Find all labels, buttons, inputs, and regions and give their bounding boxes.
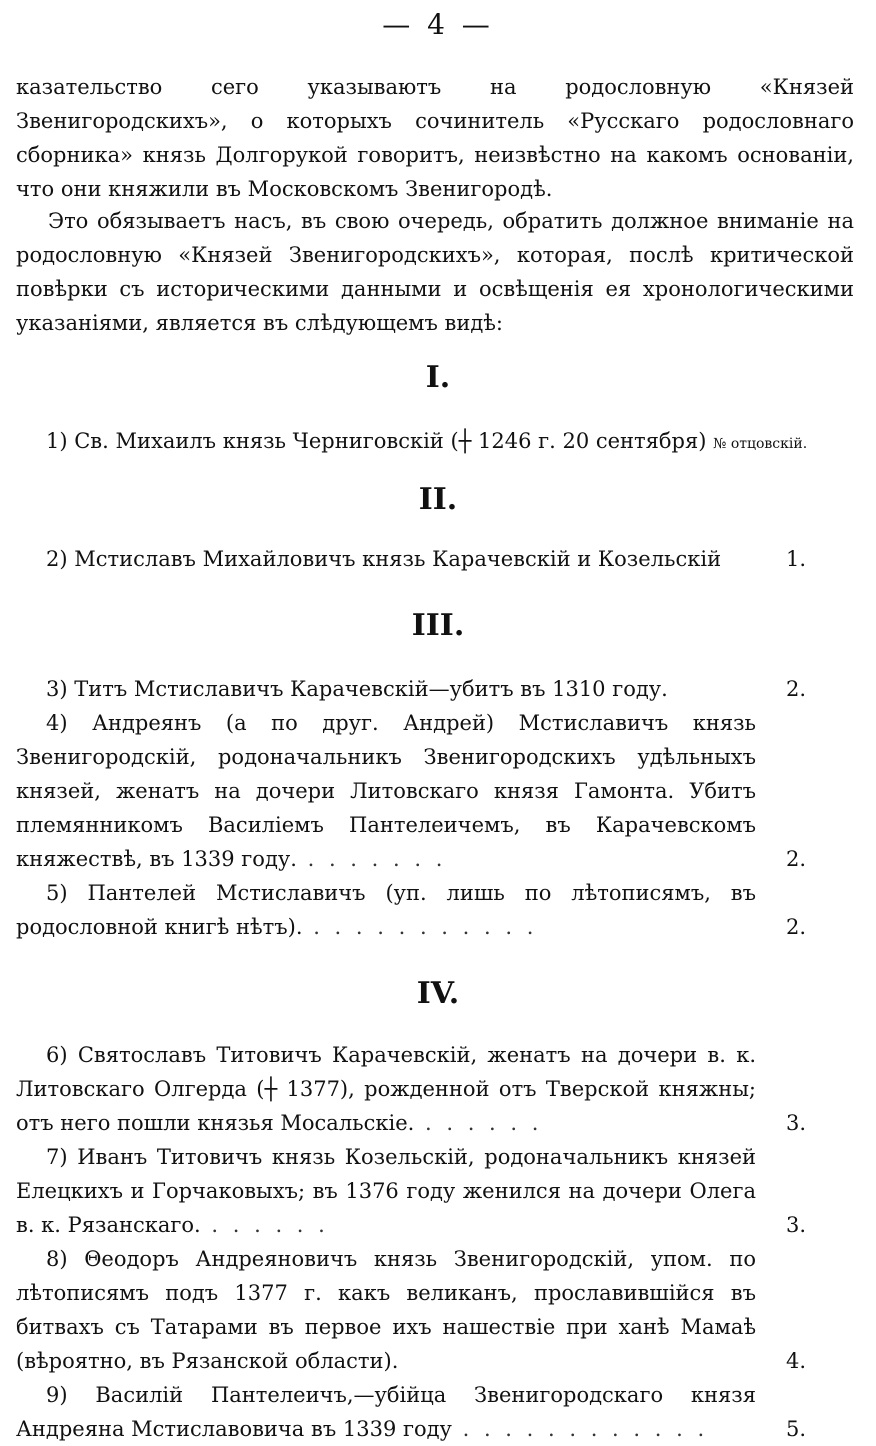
intro-paragraph-1: казательство сего указываютъ на родословную «Князей Звенигородскихъ», о которыхъ сочинитель «Русскаго родословнаго сборника» князь Долгорукой говоритъ, неизвѣстно на какомъ основаніи, что они княжили въ Московскомъ Звенигородѣ. xyxy=(16,75,854,201)
entry-reference: 5. xyxy=(786,1417,807,1441)
entry-text: 8) Θеодоръ Андреяновичъ князь Звенигородскій, упом. по лѣтописямъ подъ 1377 г. какъ великанъ, прославившійся въ битвахъ съ Татарами въ первое ихъ нашествіе при ханѣ Мамаѣ (вѣроятно, въ Рязанской области). xyxy=(16,1247,756,1373)
section-heading-3: III. xyxy=(411,608,465,643)
section-heading-4: IV. xyxy=(416,976,460,1011)
intro-paragraph-2: Это обязываетъ насъ, въ свою очередь, обратить должное вниманіе на родословную «Князей Звенигородскихъ», которая, послѣ критической повѣрки съ историческими данными и освѣщенія ея хронологическими указаніями, является въ слѣдующемъ видѣ: xyxy=(16,209,854,335)
genealogy-entry-5 xyxy=(16,876,756,944)
entry-reference: 3. xyxy=(786,1111,807,1135)
entry-text: 1) Св. Михаилъ князь Черниговскій (┼ 1246 г. 20 сентября) xyxy=(46,429,707,453)
genealogy-entry-8 xyxy=(16,1242,756,1378)
entry-reference: 2. xyxy=(786,915,807,939)
genealogy-entry-3 xyxy=(16,672,756,706)
entry-reference: 2. xyxy=(786,847,807,871)
section-heading-2: II. xyxy=(418,482,458,517)
entry-reference: 4. xyxy=(786,1349,807,1373)
entry-text: 9) Василій Пантелеичъ,—убійца Звенигородскаго князя Андреяна Мстиславовича въ 1339 году xyxy=(16,1383,756,1441)
entry-text: 7) Иванъ Титовичъ князь Козельскій, родоначальникъ князей Елецкихъ и Горчаковыхъ; въ 1376 году женился на дочери Олега в. к. Рязанскаго. xyxy=(16,1145,756,1237)
dot-leader: . . . . . . . xyxy=(296,847,447,871)
section-heading-1: I. xyxy=(425,360,451,395)
genealogy-entry-1 xyxy=(16,424,866,461)
entry-note: № отцовскій. xyxy=(713,436,808,452)
entry-text: 6) Святославъ Титовичъ Карачевскій, женатъ на дочери в. к. Литовскаго Олгерда (┼ 1377), рожденной отъ Тверской княжны; отъ него пошли князья Мосальскіе. xyxy=(16,1043,756,1135)
entry-text: 4) Андреянъ (а по друг. Андрей) Мстиславичъ князь Звенигородскій, родоначальникъ Звенигородскихъ удѣльныхъ князей, женатъ на дочери Литовскаго князя Гамонта. Убитъ племянникомъ Василіемъ Пантелеичемъ, въ Карачевскомъ княжествѣ, въ 1339 году. xyxy=(16,711,756,871)
dot-leader: . . . . . . xyxy=(200,1213,329,1237)
genealogy-entry-6 xyxy=(16,1038,756,1140)
dot-leader: . . . . . . . . . . . . xyxy=(451,1417,709,1441)
entry-reference: 1. xyxy=(786,547,807,571)
entry-text: 5) Пантелей Мстиславичъ (уп. лишь по лѣтописямъ, въ родословной книгѣ нѣтъ). xyxy=(16,881,756,939)
genealogy-entry-2 xyxy=(16,542,786,576)
dot-leader: . . . . . . xyxy=(414,1111,543,1135)
entry-text: 3) Титъ Мстиславичъ Карачевскій—убитъ въ 1310 году. xyxy=(46,677,668,701)
entry-text: 2) Мстиславъ Михайловичъ князь Карачевскій и Козельскій xyxy=(46,547,722,571)
genealogy-entry-7 xyxy=(16,1140,756,1242)
page-number: — 4 — xyxy=(382,8,494,41)
genealogy-entry-4 xyxy=(16,706,756,876)
dot-leader: . . . . . . . . . . . xyxy=(302,915,538,939)
entry-reference: 3. xyxy=(786,1213,807,1237)
entry-reference: 2. xyxy=(786,677,807,701)
genealogy-entry-9 xyxy=(16,1378,756,1446)
